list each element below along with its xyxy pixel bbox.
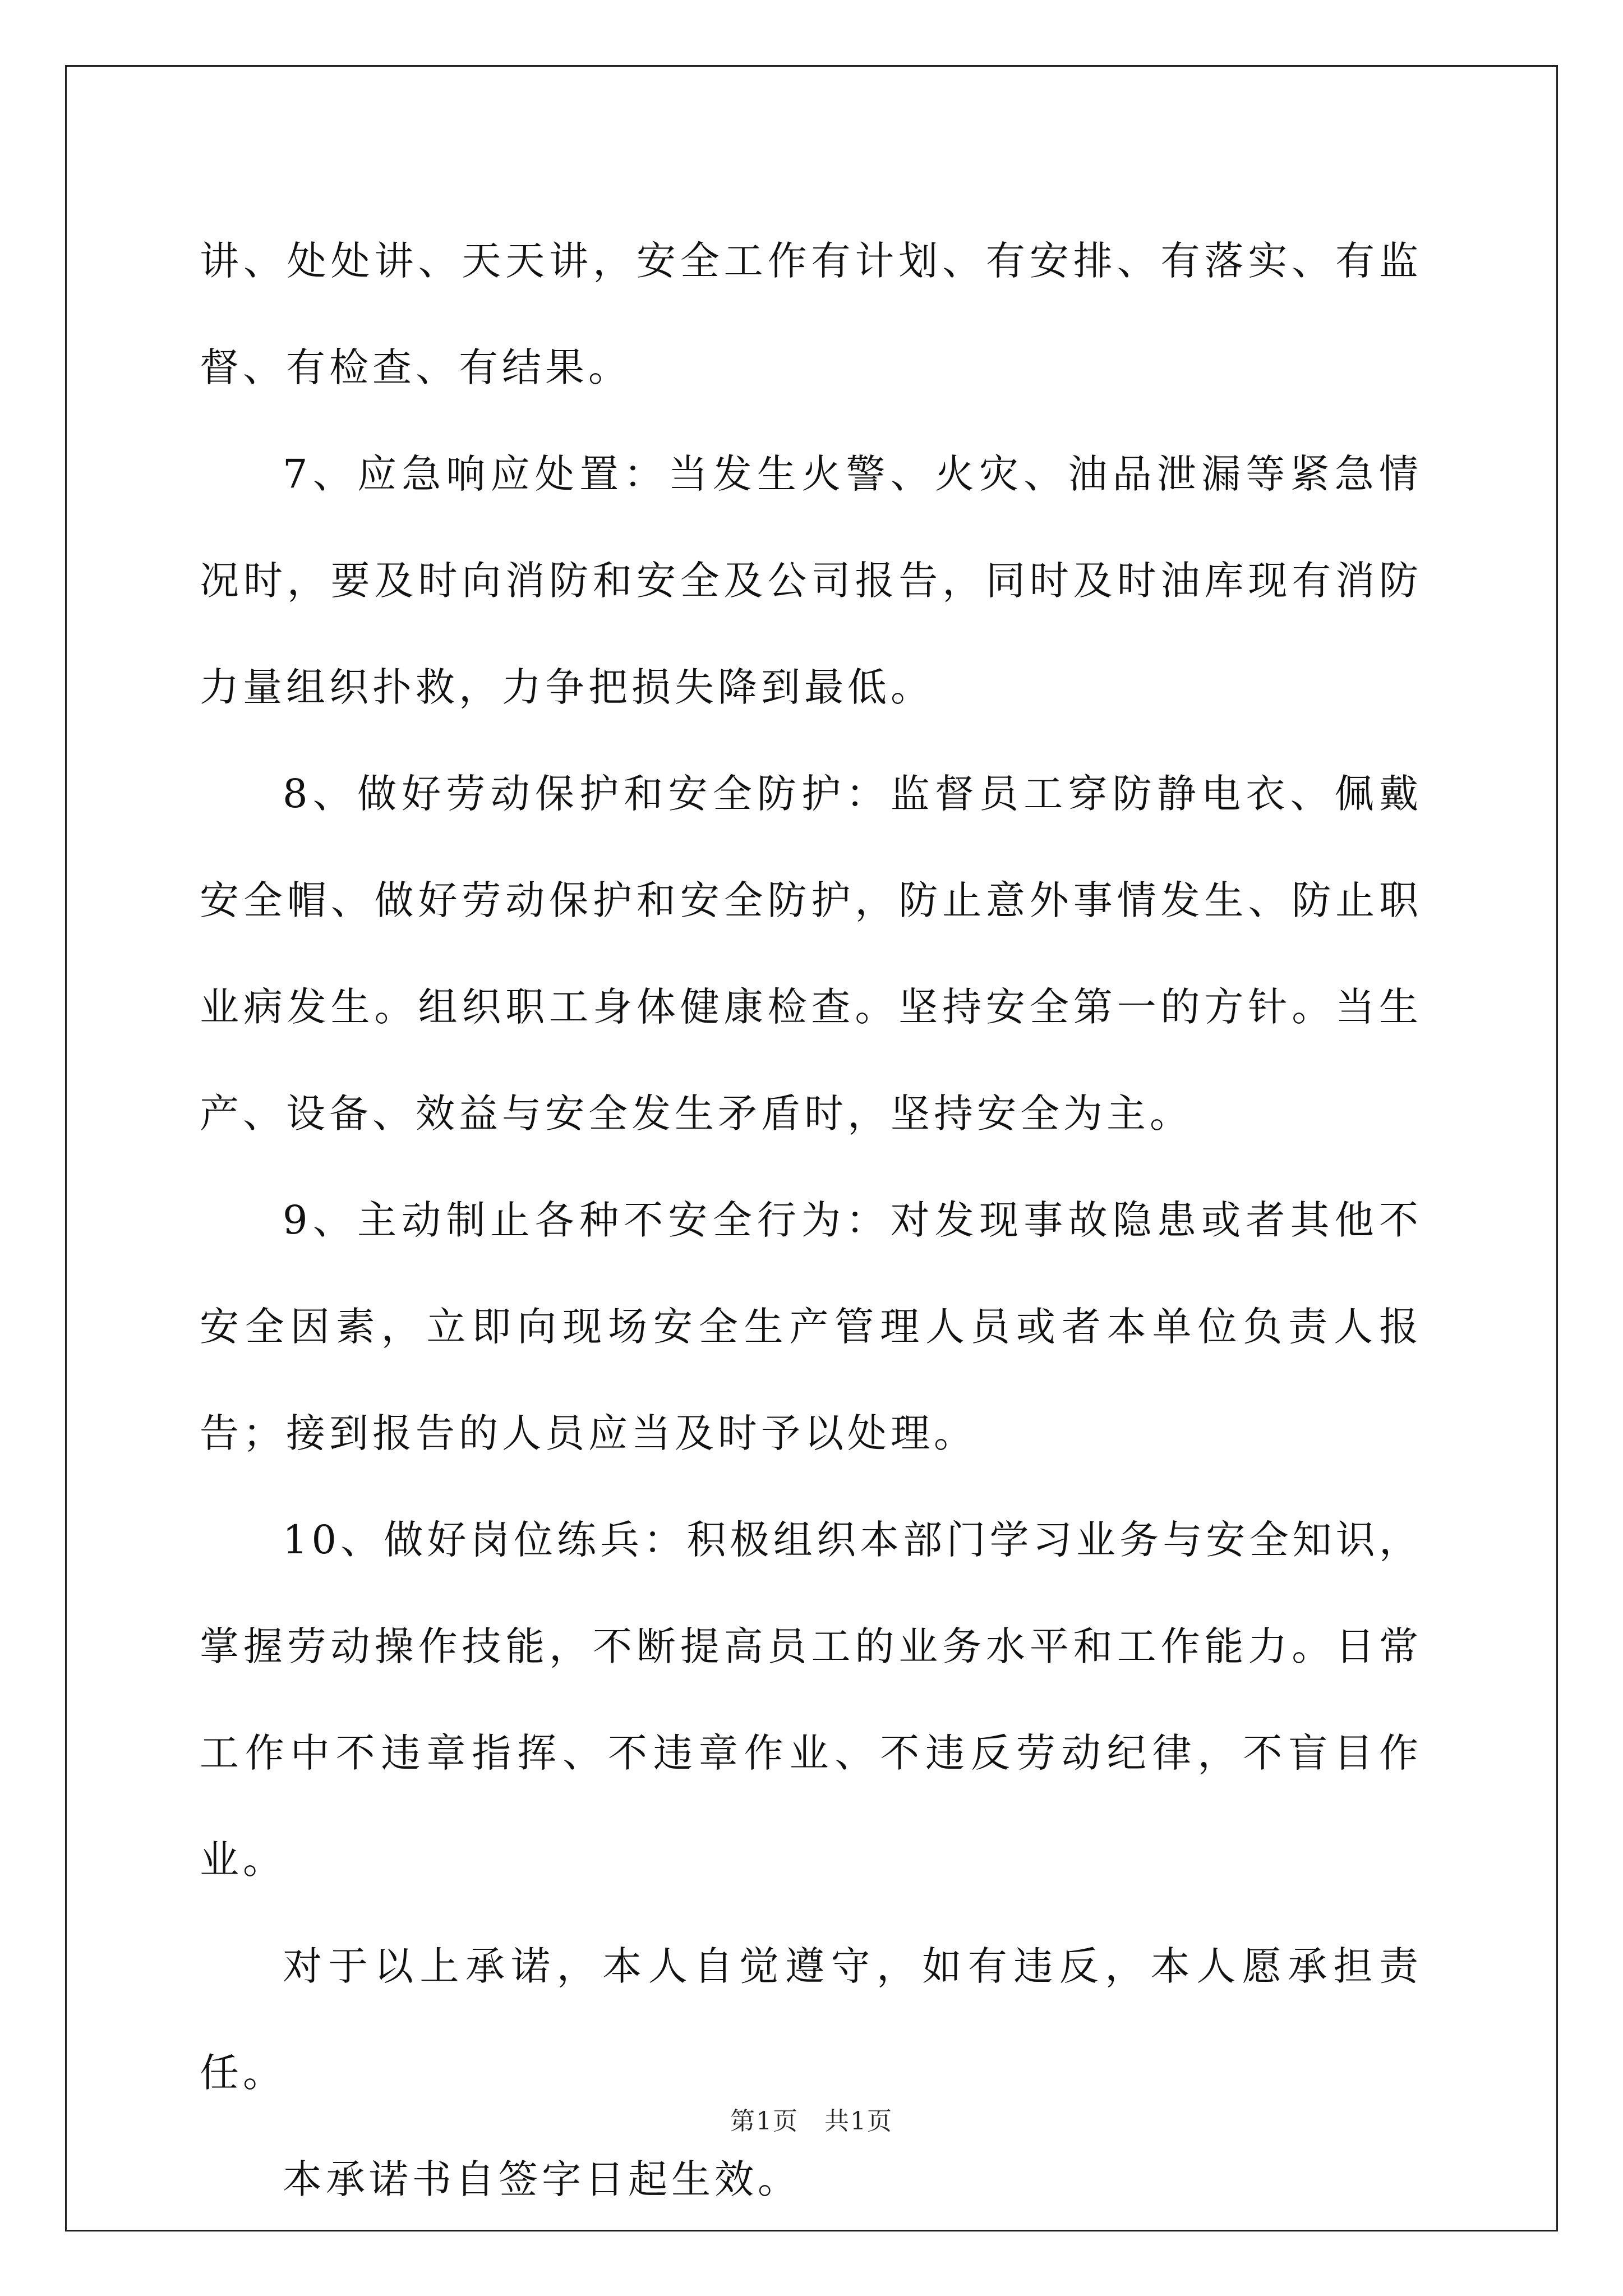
document-body <box>200 208 1422 2233</box>
paragraph-continuation: 讲、处处讲、天天讲，安全工作有计划、有安排、有落实、有监督、有检查、有结果。 <box>200 238 1422 390</box>
paragraph-item-8: 8、做好劳动保护和安全防护：监督员工穿防静电衣、佩戴安全帽、做好劳动保护和安全防护，防止意外事情发生、防止职业病发生。组织职工身体健康检查。坚持安全第一的方针。当生产、设备、效益与安全发生矛盾时，坚持安全为主。 <box>200 771 1422 1137</box>
paragraph-effective-date: 本承诺书自签字日起生效。 <box>283 2156 801 2202</box>
paragraph-item-7: 7、应急响应处置：当发生火警、火灾、油品泄漏等紧急情况时，要及时向消防和安全及公司报告，同时及时油库现有消防力量组织扑救，力争把损失降到最低。 <box>200 451 1422 710</box>
paragraph-commitment: 对于以上承诺，本人自觉遵守，如有违反，本人愿承担责任。 <box>200 1943 1422 2096</box>
paragraph-item-9: 9、主动制止各种不安全行为：对发现事故隐患或者其他不安全因素，立即向现场安全生产管理人员或者本单位负责人报告；接到报告的人员应当及时予以处理。 <box>200 1197 1422 1456</box>
page-footer: 第1页 共1页 <box>730 2107 893 2136</box>
paragraph-item-10: 10、做好岗位练兵：积极组织本部门学习业务与安全知识，掌握劳动操作技能，不断提高员工的业务水平和工作能力。日常工作中不违章指挥、不违章作业、不违反劳动纪律，不盲目作业。 <box>200 1517 1422 1883</box>
